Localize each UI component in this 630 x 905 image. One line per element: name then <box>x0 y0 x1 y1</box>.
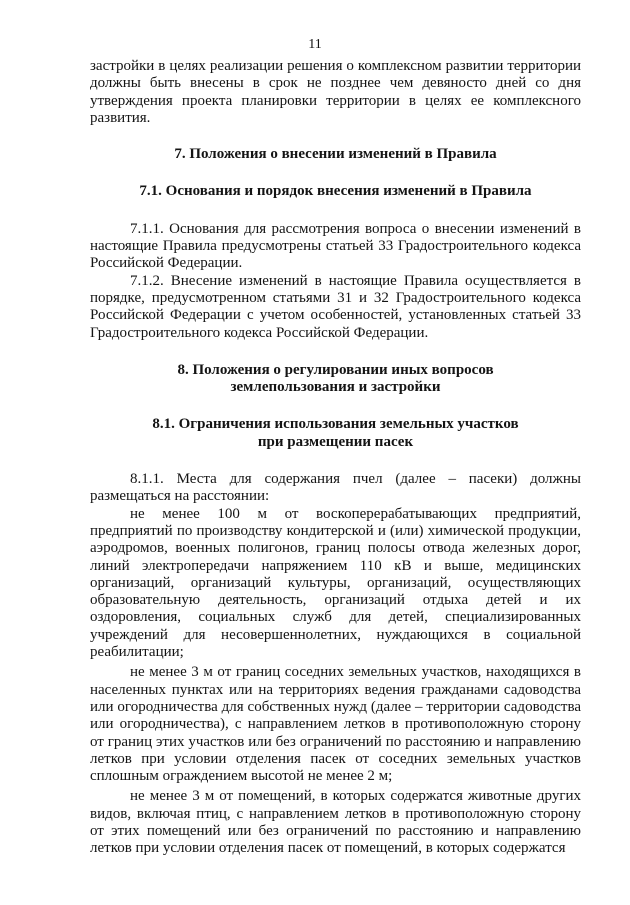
section-7-1-heading: 7.1. Основания и порядок внесения изменений в Правила <box>139 183 532 200</box>
list-item-3m-land: не менее 3 м от границ соседних земельных участков, находящихся в населенных пунктах или на территориях ведения гражданами садоводства или огородничества для собственных нужд (далее – территории садоводства или огородничества), с направлением летков в противоположную сторону от границ этих участков или без ограничений по расстоянию и направлению летков при условии отделения пасек от соседних земельных участков сплошным ограждением высотой не менее 2 м; <box>90 664 581 785</box>
list-item-100m: не менее 100 м от воскоперерабатывающих предприятий, предприятий по производству кондитерской и (или) химической продукции, аэродромов, военных полигонов, границ полосы отвода железных дорог, линий электропередачи напряжением 110 кВ и выше, медицинских организаций, организаций культуры, организаций, осуществляющих образовательную деятельность, организаций отдыха детей и их оздоровления, социальных служб для детей, специализированных учреждений для несовершеннолетних, нуждающихся в социальной реабилитации; <box>90 505 581 661</box>
section-8-heading-line2: землепользования и застройки <box>230 379 441 396</box>
list-item-3m-premises: не менее 3 м от помещений, в которых содержатся животные других видов, включая птиц, с направлением летков в противоположную сторону от этих помещений или без ограничений по расстоянию и направлению летков при условии отделения пасек от помещений, в которых содержатся <box>90 788 581 857</box>
section-8-1-heading-line1: 8.1. Ограничения использования земельных участков <box>152 416 519 433</box>
page-content <box>90 58 581 858</box>
section-7-heading: 7. Положения о внесении изменений в Правила <box>174 146 497 163</box>
intro-paragraph: застройки в целях реализации решения о комплексном развитии территории должны быть внесены в срок не позднее чем девяносто дней со дня утверждения проекта планировки территории в целях ее комплексного развития. <box>90 58 581 126</box>
section-8-heading <box>90 362 581 397</box>
section-8-heading-line1: 8. Положения о регулировании иных вопросов <box>177 361 494 378</box>
section-8-1-heading <box>90 416 581 451</box>
section-8-1-heading-line2: при размещении пасек <box>257 433 414 450</box>
paragraph-7-1-1: 7.1.1. Основания для рассмотрения вопроса о внесении изменений в настоящие Правила предусмотрены статьей 33 Градостроительного кодекса Российской Федерации. <box>90 220 581 272</box>
paragraph-8-1-1: 8.1.1. Места для содержания пчел (далее – пасеки) должны размещаться на расстоянии: <box>90 471 581 505</box>
page-number: 11 <box>308 37 322 52</box>
paragraph-7-1-2: 7.1.2. Внесение изменений в настоящие Правила осуществляется в порядке, предусмотренном статьями 31 и 32 Градостроительного кодекса Российской Федерации с учетом особенностей, установленных статьей 33 Градостроительного кодекса Российской Федерации. <box>90 272 581 341</box>
